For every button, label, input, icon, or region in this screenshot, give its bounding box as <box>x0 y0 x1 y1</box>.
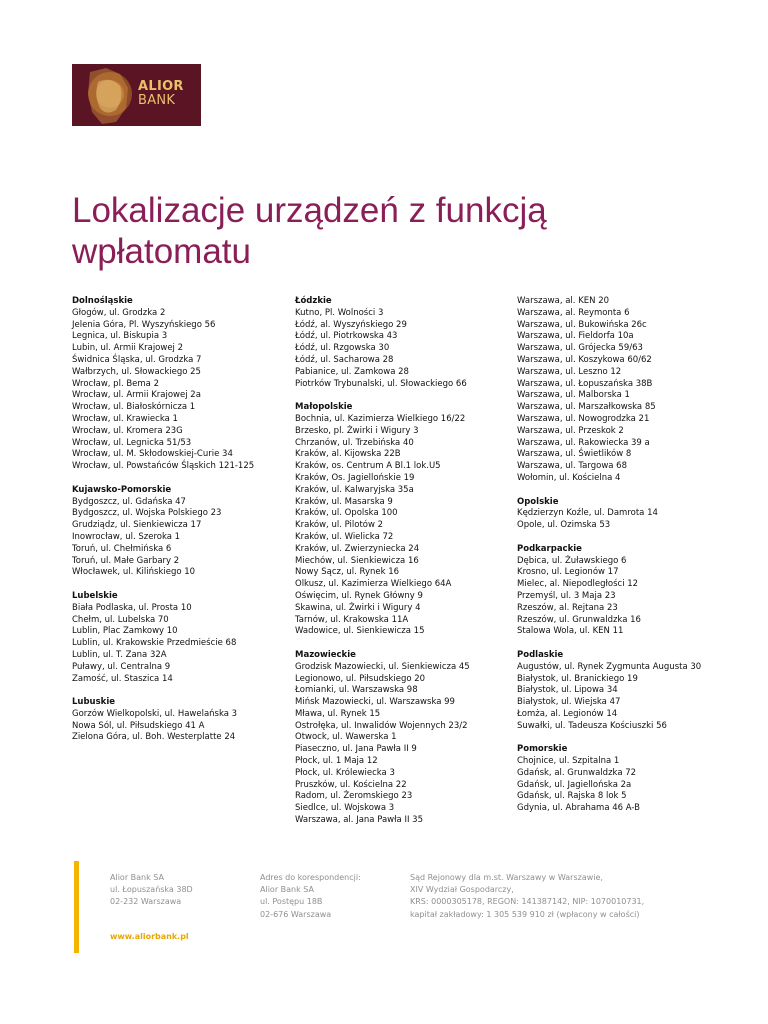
region-heading: Pomorskie <box>517 744 568 755</box>
location-entry: Zamość, ul. Staszica 14 <box>72 673 173 684</box>
location-entry: Chrzanów, ul. Trzebińska 40 <box>295 437 414 448</box>
location-entry: Toruń, ul. Chełmińska 6 <box>72 543 172 554</box>
location-entry: Białystok, ul. Wiejska 47 <box>517 697 621 708</box>
location-entry: Kraków, Os. Jagiellońskie 19 <box>295 472 415 483</box>
region-block <box>295 296 485 390</box>
location-entry: Tarnów, ul. Krakowska 11A <box>295 614 409 625</box>
location-entry: Lubin, ul. Armii Krajowej 2 <box>72 343 184 354</box>
location-entry: Olkusz, ul. Kazimierza Wielkiego 64A <box>295 579 452 590</box>
footer-line: ul. Łopuszańska 38D <box>110 885 193 895</box>
location-entry: Warszawa, ul. Bukowińska 26c <box>517 319 647 330</box>
footer-line: Sąd Rejonowy dla m.st. Warszawy w Warszawie, <box>410 873 603 882</box>
location-entry: Nowa Sól, ul. Piłsudskiego 41 A <box>72 720 205 731</box>
location-entry: Wrocław, ul. Powstańców Śląskich 121-125 <box>72 461 255 472</box>
location-entry: Warszawa, ul. Malborska 1 <box>517 390 630 401</box>
location-entry: Gorzów Wielkopolski, ul. Hawelańska 3 <box>72 708 238 719</box>
footer-correspondence-address <box>260 872 361 921</box>
location-entry: Kraków, al. Kijowska 22B <box>295 449 401 460</box>
location-entry: Kutno, Pl. Wolności 3 <box>295 307 384 318</box>
region-heading: Podkarpackie <box>517 543 582 554</box>
location-entry: Płock, ul. Królewiecka 3 <box>295 767 395 778</box>
location-entry: Legionowo, ul. Piłsudskiego 20 <box>295 673 426 684</box>
location-entry: Kraków, ul. Kalwaryjska 35a <box>295 484 414 495</box>
location-entry: Skawina, ul. Żwirki i Wigury 4 <box>295 602 421 613</box>
location-entry: Augustów, ul. Rynek Zygmunta Augusta 30 <box>517 661 702 672</box>
location-entry: Wrocław, ul. Armii Krajowej 2a <box>72 390 201 401</box>
location-entry: Ostrołęka, ul. Inwalidów Wojennych 23/2 <box>295 720 468 731</box>
location-entry: Grodzisk Mazowiecki, ul. Sienkiewicza 45 <box>295 661 470 672</box>
location-entry: Warszawa, ul. Leszno 12 <box>517 366 622 377</box>
location-entry: Jelenia Góra, Pl. Wyszyńskiego 56 <box>72 319 216 330</box>
location-entry: Gdańsk, al. Grunwaldzka 72 <box>517 767 637 778</box>
location-entry: Wrocław, ul. Krawiecka 1 <box>72 413 178 424</box>
location-entry: Kędzierzyn Koźle, ul. Damrota 14 <box>517 508 658 519</box>
location-entry: Białystok, ul. Lipowa 34 <box>517 685 618 696</box>
location-entry: Mińsk Mazowiecki, ul. Warszawska 99 <box>295 697 455 708</box>
location-entry: Białystok, ul. Branickiego 19 <box>517 673 638 684</box>
location-entry: Pabianice, ul. Zamkowa 28 <box>295 366 409 377</box>
footer-accent-bar <box>74 861 79 953</box>
location-entry: Lublin, Plac Zamkowy 10 <box>72 626 178 637</box>
region-block <box>517 744 717 815</box>
location-entry: Wrocław, ul. Legnicka 51/53 <box>72 437 192 448</box>
location-entry: Bydgoszcz, ul. Gdańska 47 <box>72 496 186 507</box>
location-entry: Chełm, ul. Lubelska 70 <box>72 614 169 625</box>
location-entry: Brzesko, pl. Żwirki i Wigury 3 <box>295 425 419 436</box>
footer-line: Alior Bank SA <box>260 885 314 895</box>
location-entry: Łódź, ul. Sacharowa 28 <box>295 354 394 365</box>
location-entry: Wrocław, ul. M. Skłodowskiej-Curie 34 <box>72 449 233 460</box>
footer-company-address <box>110 872 193 909</box>
region-heading: Kujawsko-Pomorskie <box>72 484 172 495</box>
region-block <box>72 296 262 473</box>
region-heading: Podlaskie <box>517 649 564 660</box>
region-block <box>72 485 262 579</box>
column-1 <box>72 296 262 756</box>
location-entry: Głogów, ul. Grodzka 2 <box>72 307 166 318</box>
footer-line: ul. Postępu 18B <box>260 897 323 907</box>
location-entry: Inowrocław, ul. Szeroka 1 <box>72 531 181 542</box>
region-block <box>517 497 717 532</box>
location-entry: Warszawa, ul. Marszałkowska 85 <box>517 402 656 413</box>
location-entry: Wrocław, pl. Bema 2 <box>72 378 160 389</box>
location-entry: Rzeszów, ul. Grunwaldzka 16 <box>517 614 641 625</box>
location-entry: Miechów, ul. Sienkiewicza 16 <box>295 555 419 566</box>
footer-line: 02-676 Warszawa <box>260 909 332 919</box>
region-block <box>517 650 717 733</box>
location-entry: Kraków, ul. Masarska 9 <box>295 496 393 507</box>
logo-text-alior: ALIOR <box>138 79 184 94</box>
location-entry: Płock, ul. 1 Maja 12 <box>295 756 378 767</box>
region-block <box>517 544 717 638</box>
location-entry: Gdynia, ul. Abrahama 46 A-B <box>517 803 640 814</box>
location-entry: Radom, ul. Żeromskiego 23 <box>295 791 413 802</box>
region-heading: Dolnośląskie <box>72 296 133 306</box>
location-entry: Kraków, os. Centrum A Bl.1 lok.U5 <box>295 461 441 472</box>
footer-line: Adres do korespondencji: <box>260 873 361 882</box>
location-entry: Warszawa, al. Jana Pawła II 35 <box>295 815 423 826</box>
location-entry: Wadowice, ul. Sienkiewicza 15 <box>295 626 425 637</box>
location-entry: Wałbrzych, ul. Słowackiego 25 <box>72 366 201 377</box>
location-entry: Dębica, ul. Żuławskiego 6 <box>517 555 627 566</box>
logo-text-bank: BANK <box>138 93 176 108</box>
region-heading: Łódzkie <box>295 296 332 306</box>
column-2 <box>295 296 485 839</box>
region-block <box>72 697 262 744</box>
location-entry: Otwock, ul. Wawerska 1 <box>295 732 397 743</box>
location-entry: Warszawa, ul. Świetlików 8 <box>517 449 632 460</box>
location-entry: Wrocław, ul. Białoskórnicza 1 <box>72 402 196 413</box>
location-entry: Warszawa, al. Reymonta 6 <box>517 307 630 318</box>
location-entry: Warszawa, ul. Łopuszańska 38B <box>517 378 653 389</box>
location-entry: Warszawa, ul. Przeskok 2 <box>517 425 624 436</box>
location-entry: Piaseczno, ul. Jana Pawła II 9 <box>295 744 417 755</box>
location-entry: Warszawa, ul. Fieldorfa 10a <box>517 331 634 342</box>
location-entry: Rzeszów, al. Rejtana 23 <box>517 602 618 613</box>
location-entry: Lublin, ul. T. Zana 32A <box>72 649 167 660</box>
location-entry: Biała Podlaska, ul. Prosta 10 <box>72 602 192 613</box>
location-entry: Przemyśl, ul. 3 Maja 23 <box>517 590 616 601</box>
location-entry: Warszawa, ul. Rakowiecka 39 a <box>517 437 650 448</box>
footer-line: XIV Wydział Gospodarczy, <box>410 885 514 895</box>
location-entry: Wrocław, ul. Kromera 23G <box>72 425 183 436</box>
location-entry: Lublin, ul. Krakowskie Przedmieście 68 <box>72 638 237 649</box>
location-entry: Włocławek, ul. Kilińskiego 10 <box>72 567 196 578</box>
footer-line: 02-232 Warszawa <box>110 897 182 907</box>
location-entry: Siedlce, ul. Wojskowa 3 <box>295 803 395 814</box>
region-block <box>517 296 717 485</box>
location-entry: Bochnia, ul. Kazimierza Wielkiego 16/22 <box>295 413 466 424</box>
column-3 <box>517 296 717 827</box>
region-block <box>295 650 485 827</box>
location-entry: Bydgoszcz, ul. Wojska Polskiego 23 <box>72 508 222 519</box>
location-entry: Zielona Góra, ul. Boh. Westerplatte 24 <box>72 732 236 743</box>
location-entry: Gdańsk, ul. Jagiellońska 2a <box>517 779 632 790</box>
location-entry: Piotrków Trybunalski, ul. Słowackiego 66 <box>295 378 467 389</box>
location-entry: Mielec, al. Niepodległości 12 <box>517 579 639 590</box>
location-entry: Grudziądz, ul. Sienkiewicza 17 <box>72 520 202 531</box>
location-entry: Łomianki, ul. Warszawska 98 <box>295 685 418 696</box>
footer-line: KRS: 0000305178, REGON: 141387142, NIP: 1070010731, <box>410 897 645 907</box>
region-heading: Małopolskie <box>295 402 353 413</box>
location-entry: Wołomin, ul. Kościelna 4 <box>517 472 621 483</box>
location-entry: Kraków, ul. Opolska 100 <box>295 508 398 519</box>
location-entry: Chojnice, ul. Szpitalna 1 <box>517 756 620 767</box>
location-entry: Warszawa, ul. Targowa 68 <box>517 461 627 472</box>
location-entry: Kraków, ul. Wielicka 72 <box>295 531 394 542</box>
location-entry: Oświęcim, ul. Rynek Główny 9 <box>295 590 423 601</box>
location-entry: Suwałki, ul. Tadeusza Kościuszki 56 <box>517 720 667 731</box>
location-entry: Warszawa, ul. Grójecka 59/63 <box>517 343 643 354</box>
location-entry: Łódź, al. Wyszyńskiego 29 <box>295 319 407 330</box>
location-entry: Świdnica Śląska, ul. Grodzka 7 <box>72 354 202 365</box>
location-entry: Puławy, ul. Centralna 9 <box>72 661 171 672</box>
region-block <box>295 402 485 638</box>
region-heading: Mazowieckie <box>295 649 356 660</box>
location-entry: Łódź, ul. Piotrkowska 43 <box>295 331 398 342</box>
location-entry: Nowy Sącz, ul. Rynek 16 <box>295 567 400 578</box>
page-title: Lokalizacje urządzeń z funkcją wpłatomatu <box>72 191 547 271</box>
location-entry: Kraków, ul. Pilotów 2 <box>295 520 384 531</box>
location-entry: Stalowa Wola, ul. KEN 11 <box>517 626 624 637</box>
location-entry: Mława, ul. Rynek 15 <box>295 708 381 719</box>
location-entry: Opole, ul. Ozimska 53 <box>517 520 611 531</box>
region-heading: Lubuskie <box>72 697 115 708</box>
website-link[interactable]: www.aliorbank.pl <box>110 932 189 941</box>
location-entry: Warszawa, al. KEN 20 <box>517 296 610 306</box>
location-entry: Legnica, ul. Biskupia 3 <box>72 331 168 342</box>
location-entry: Pruszków, ul. Kościelna 22 <box>295 779 407 790</box>
region-block <box>72 591 262 685</box>
location-entry: Warszawa, ul. Nowogrodzka 21 <box>517 413 650 424</box>
alior-bank-logo <box>72 64 201 126</box>
region-heading: Opolskie <box>517 496 559 507</box>
footer-line: Alior Bank SA <box>110 873 164 882</box>
region-heading: Lubelskie <box>72 590 118 601</box>
location-entry: Krosno, ul. Legionów 17 <box>517 567 619 578</box>
location-entry: Gdańsk, ul. Rajska 8 lok 5 <box>517 791 627 802</box>
location-entry: Kraków, ul. Zwierzyniecka 24 <box>295 543 420 554</box>
footer-line: kapitał zakładowy: 1 305 539 910 zł (wpłacony w całości) <box>410 909 640 919</box>
location-entry: Toruń, ul. Małe Garbary 2 <box>72 555 180 566</box>
location-entry: Łomża, al. Legionów 14 <box>517 708 618 719</box>
location-entry: Łódź, ul. Rzgowska 30 <box>295 343 390 354</box>
footer-legal-info <box>410 872 644 921</box>
location-entry: Warszawa, ul. Koszykowa 60/62 <box>517 354 652 365</box>
